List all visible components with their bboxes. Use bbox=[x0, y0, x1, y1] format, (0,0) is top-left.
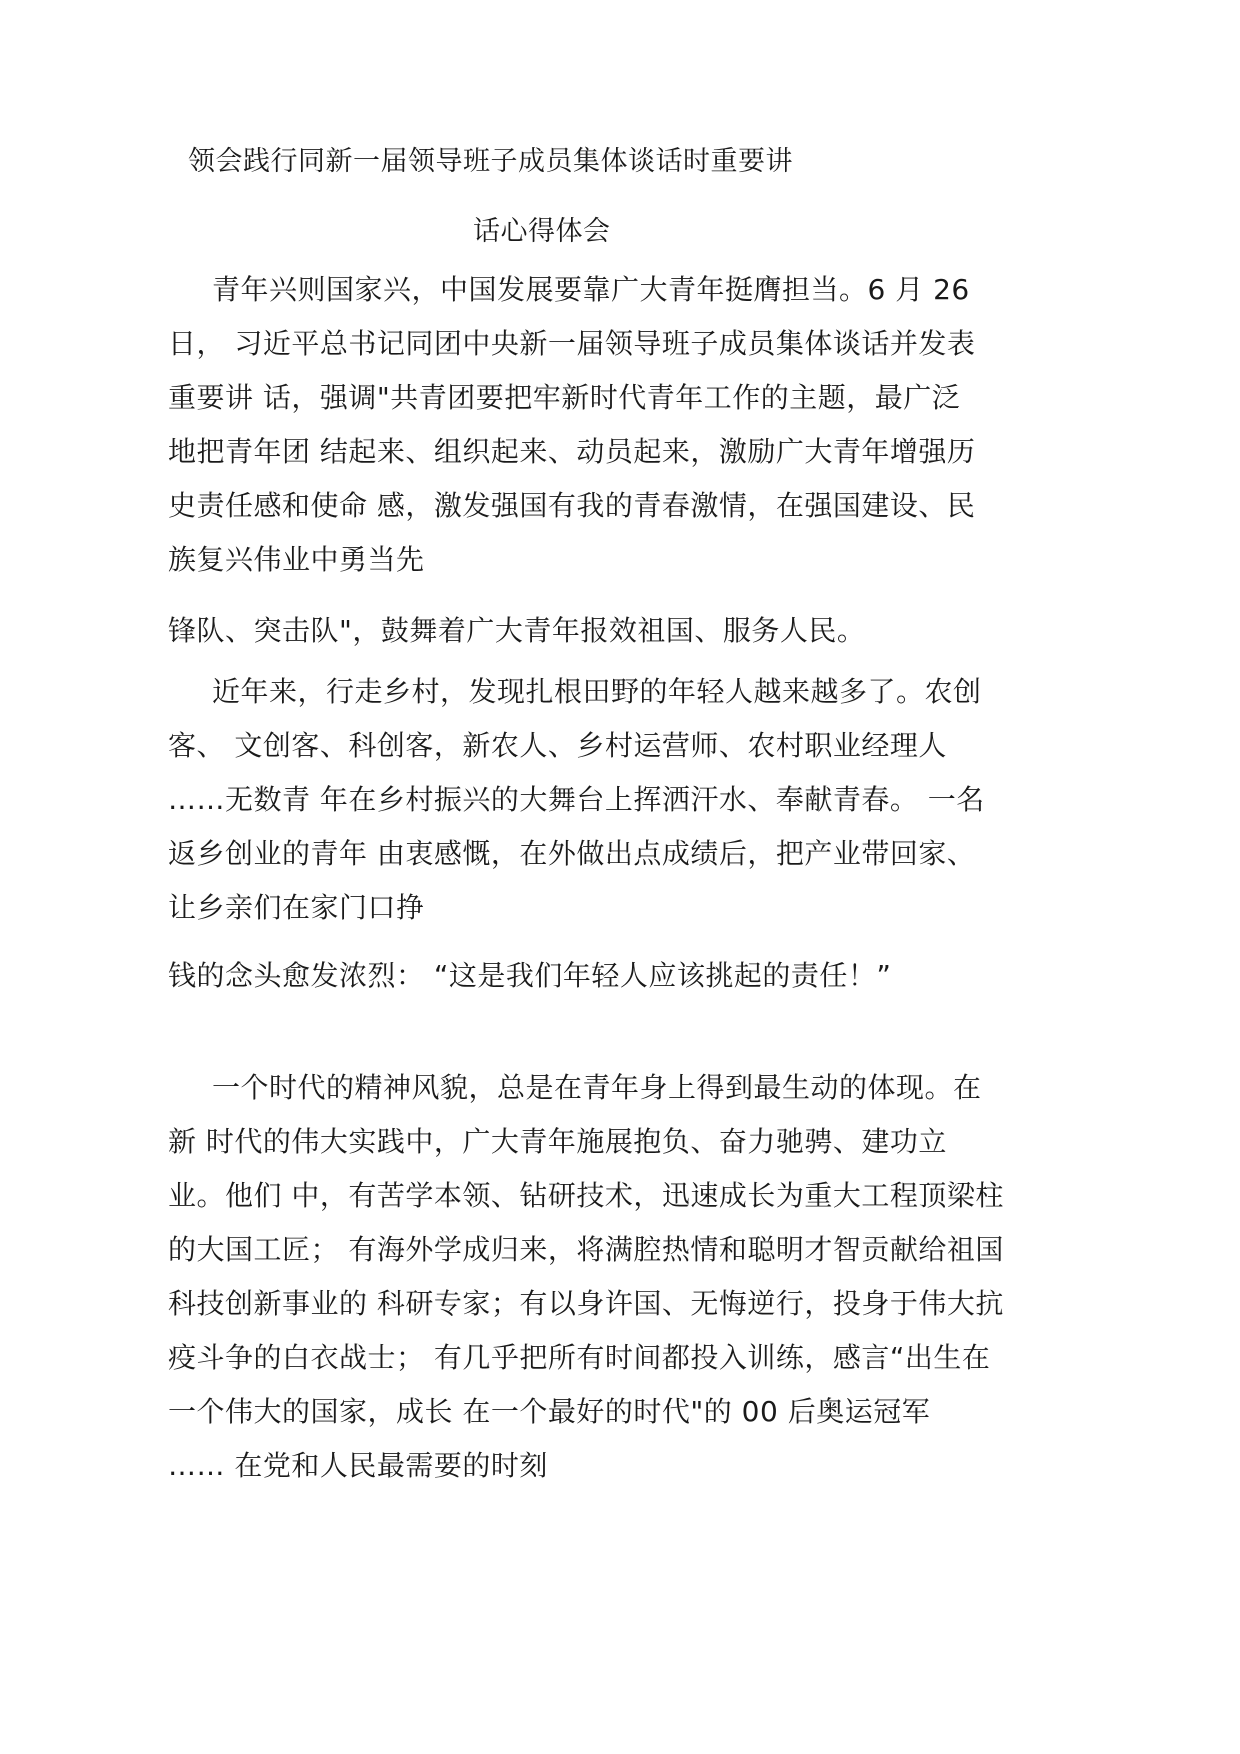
body-line: 地把青年团 结起来、组织起来、动员起来，激励广大青年增强历 bbox=[168, 435, 976, 468]
body-line: 一个时代的精神风貌，总是在青年身上得到最生动的体现。在 bbox=[212, 1071, 982, 1104]
document-title-line-1: 领会践行同新一届领导班子成员集体谈话时重要讲 bbox=[188, 146, 793, 177]
body-line: 让乡亲们在家门口挣 bbox=[168, 891, 425, 924]
body-line: 史责任感和使命 感，激发强国有我的青春激情，在强国建设、民 bbox=[168, 489, 976, 522]
body-line: …… 在党和人民最需要的时刻 bbox=[168, 1449, 548, 1482]
body-line: 一个伟大的国家，成长 在一个最好的时代"的 00 后奥运冠军 bbox=[168, 1395, 931, 1428]
body-line: 返乡创业的青年 由衷感慨，在外做出点成绩后，把产业带回家、 bbox=[168, 837, 976, 870]
body-line: 锋队、突击队"，鼓舞着广大青年报效祖国、服务人民。 bbox=[168, 614, 866, 647]
body-line: 近年来，行走乡村，发现扎根田野的年轻人越来越多了。农创 bbox=[212, 675, 982, 708]
body-line: 青年兴则国家兴，中国发展要靠广大青年挺膺担当。6 月 26 bbox=[212, 273, 970, 306]
body-line: 日， 习近平总书记同团中央新一届领导班子成员集体谈话并发表 bbox=[168, 327, 976, 360]
body-line: 钱的念头愈发浓烈： “这是我们年轻人应该挑起的责任！” bbox=[168, 959, 892, 992]
body-line: 业。他们 中，有苦学本领、钻研技术，迅速成长为重大工程顶梁柱 bbox=[168, 1179, 1004, 1212]
body-line: 族复兴伟业中勇当先 bbox=[168, 543, 425, 576]
body-line: 科技创新事业的 科研专家；有以身许国、无悔逆行，投身于伟大抗 bbox=[168, 1287, 1004, 1320]
body-line: 的大国工匠； 有海外学成归来，将满腔热情和聪明才智贡献给祖国 bbox=[168, 1233, 1004, 1266]
body-line: 客、 文创客、科创客，新农人、乡村运营师、农村职业经理人 bbox=[168, 729, 947, 762]
body-line: 疫斗争的白衣战士； 有几乎把所有时间都投入训练，感言“出生在 bbox=[168, 1341, 991, 1374]
document-title-line-2: 话心得体会 bbox=[473, 216, 611, 247]
body-line: 新 时代的伟大实践中，广大青年施展抱负、奋力驰骋、建功立 bbox=[168, 1125, 947, 1158]
body-line: ……无数青 年在乡村振兴的大舞台上挥洒汗水、奉献青春。 一名 bbox=[168, 783, 985, 816]
body-line: 重要讲 话，强调"共青团要把牢新时代青年工作的主题，最广泛 bbox=[168, 381, 961, 414]
